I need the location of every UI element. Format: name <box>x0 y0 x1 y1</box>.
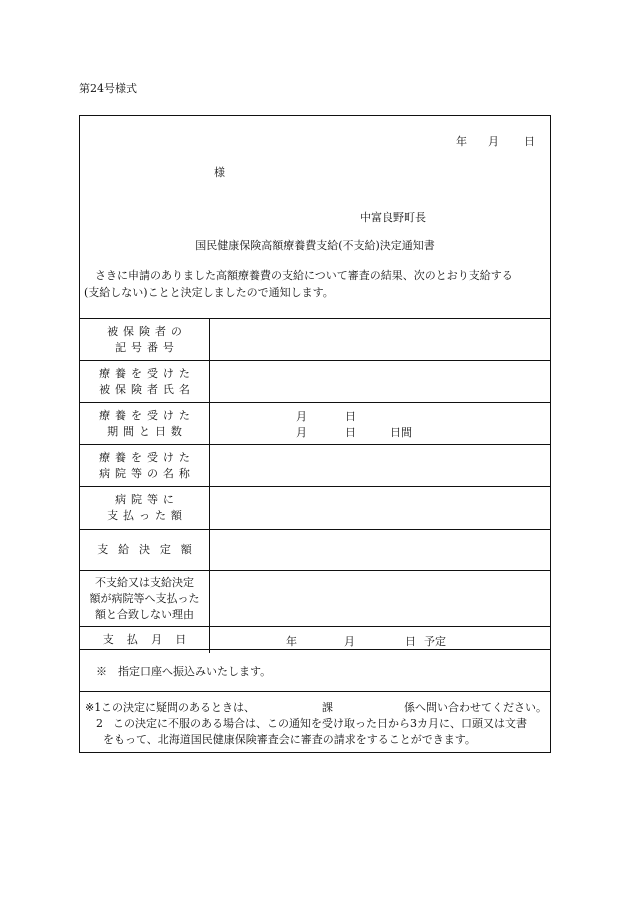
value-treatment-period <box>210 403 551 445</box>
value-decision-amount <box>210 530 551 571</box>
row-decision-amount <box>80 530 550 571</box>
value-insured-number <box>210 319 551 361</box>
payment-year: 年 <box>286 635 297 648</box>
label-patient-name: 療養を受けた 被保険者氏名 <box>80 361 210 403</box>
period-days-unit: 日間 <box>390 426 412 439</box>
label-treatment-period: 療養を受けた 期間と日数 <box>80 403 210 445</box>
period-to-day: 日 <box>345 426 356 439</box>
transfer-note-box <box>80 649 550 692</box>
note-1-text: この決定に疑問のあるときは、 <box>101 701 255 714</box>
body-line-2: (支給しない)ことと決定しましたので通知します。 <box>84 286 334 299</box>
note-1-tail: 係へ問い合わせてください。 <box>404 701 547 714</box>
body-text <box>84 267 550 301</box>
value-patient-name <box>210 361 551 403</box>
note-1-mark: ※1 <box>85 701 102 714</box>
label-payment-date: 支払月日 <box>80 627 210 654</box>
row-hospital-name <box>80 445 550 487</box>
row-insured-number <box>80 319 550 361</box>
date-year-label: 年 <box>456 135 467 148</box>
date-day-label: 日 <box>524 135 535 148</box>
date-month-label: 月 <box>488 135 499 148</box>
form-number: 第24号様式 <box>79 82 137 95</box>
note-2-continued <box>80 732 550 748</box>
payment-month: 月 <box>344 635 355 648</box>
payment-scheduled: 予定 <box>424 635 446 648</box>
details-table <box>80 318 550 653</box>
notice-frame <box>79 115 551 753</box>
row-patient-name <box>80 361 550 403</box>
body-line-1: さきに申請のありました高額療養費の支給について審査の結果、次のとおり支給する <box>95 269 513 282</box>
period-from-month: 月 <box>296 410 307 423</box>
document-title: 国民健康保険高額療養費支給(不支給)決定通知書 <box>195 239 435 252</box>
value-hospital-name <box>210 445 551 487</box>
note-1-section: 課 <box>322 701 333 714</box>
label-mismatch-reason: 不支給又は支給決定 額が病院等へ支払った 額と合致しない理由 <box>80 571 210 627</box>
row-mismatch-reason <box>80 571 550 627</box>
label-amount-paid: 病院等に 支払った額 <box>80 487 210 530</box>
label-hospital-name: 療養を受けた 病院等の名称 <box>80 445 210 487</box>
label-decision-amount: 支給決定額 <box>80 530 210 571</box>
addressee-suffix: 様 <box>214 166 225 179</box>
transfer-note: ※ 指定口座へ振込みいたします。 <box>96 665 272 678</box>
row-amount-paid <box>80 487 550 530</box>
payment-day: 日 <box>405 635 416 648</box>
note-1 <box>80 700 550 716</box>
period-from-day: 日 <box>345 410 356 423</box>
issuer-name: 中富良野町長 <box>360 211 426 224</box>
value-amount-paid <box>210 487 551 530</box>
note-2-text: この決定に不服のある場合は、この通知を受け取った日から3カ月に、口頭又は文書 <box>113 717 527 730</box>
label-insured-number: 被保険者の 記号番号 <box>80 319 210 361</box>
note-2-text-continued: をもって、北海道国民健康保険審査会に審査の請求をすることができます。 <box>103 733 476 746</box>
value-mismatch-reason <box>210 571 551 627</box>
period-to-month: 月 <box>296 426 307 439</box>
note-2-mark: 2 <box>96 717 103 730</box>
note-2 <box>80 716 550 732</box>
notes-section <box>80 692 550 748</box>
row-treatment-period <box>80 403 550 445</box>
